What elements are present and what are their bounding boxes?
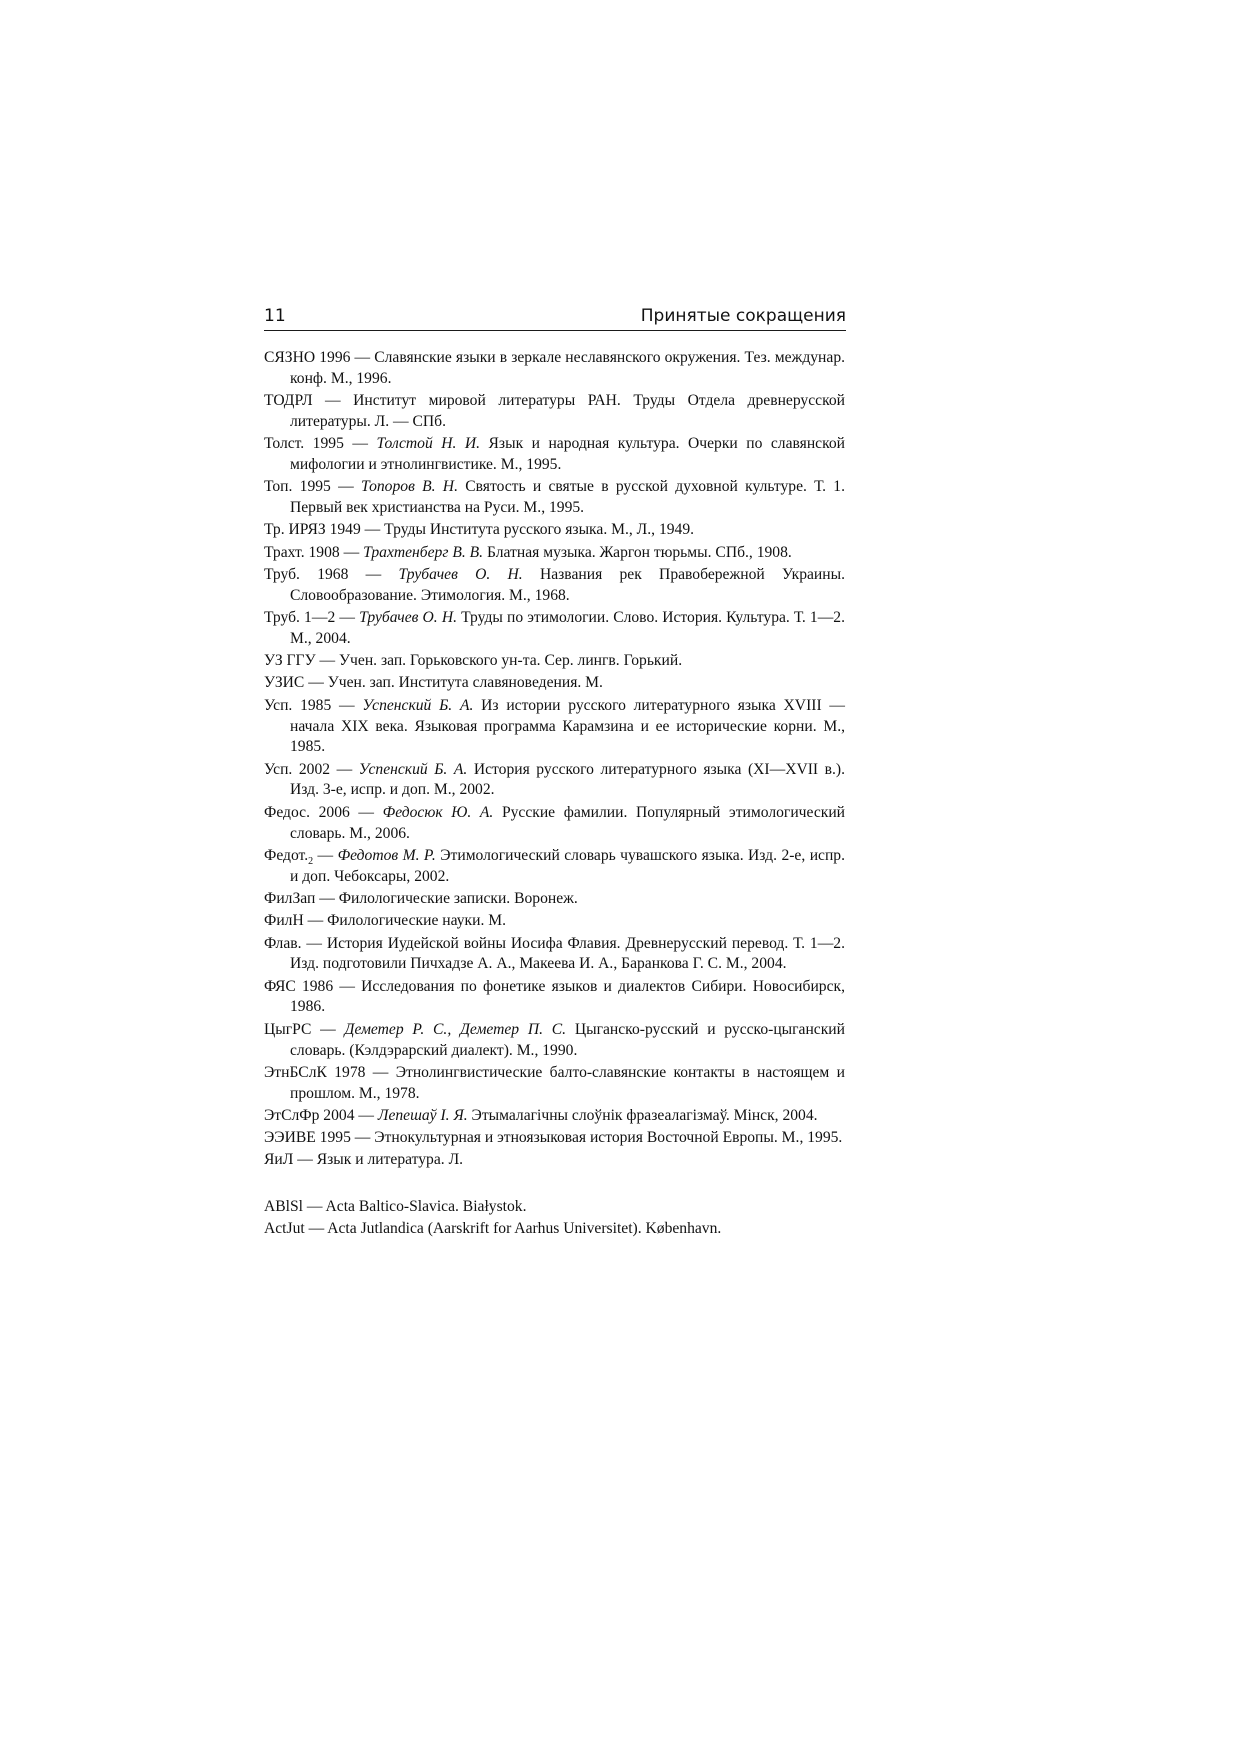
entry-description: Этнолингвистические балто-славянские контакты в настоящем и прошлом. М., 1978. xyxy=(290,1063,845,1102)
entry-abbreviation: Топ. 1995 xyxy=(264,478,331,496)
abbreviation-entry: ФЯС 1986 — Исследования по фонетике языков и диалектов Сибири. Новосибирск, 1986. xyxy=(264,977,845,1016)
entry-description: Блатная музыка. Жаргон тюрьмы. СПб., 1908. xyxy=(487,543,792,561)
abbreviation-entry: Трахт. 1908 — Трахтенберг В. В. Блатная музыка. Жаргон тюрьмы. СПб., 1908. xyxy=(264,543,792,561)
page-number: 11 xyxy=(264,306,286,326)
entry-description: Названия рек Правобережной Украины. Словообразование. Этимология. М., 1968. xyxy=(290,565,846,604)
abbreviation-entry: Тр. ИРЯЗ 1949 — Труды Института русского языка. М., Л., 1949. xyxy=(264,521,695,539)
entry-abbreviation: Усп. 1985 xyxy=(264,696,332,714)
entry-abbreviation: ActJut xyxy=(264,1220,305,1238)
entry-description: Этимологический словарь чувашского языка. Изд. 2-е, испр. и доп. Чебоксары, 2002. xyxy=(290,846,845,885)
entry-author: Успенский Б. А. xyxy=(358,760,468,778)
abbreviation-entry: ЦыгРС — Деметер Р. С., Деметер П. С. Цыганско-русский и русско-цыганский словарь. (Кэлдэрарский диалект). М., 1990. xyxy=(264,1020,845,1059)
entry-abbreviation: Толст. 1995 xyxy=(264,435,344,453)
entry-description: Исследования по фонетике языков и диалектов Сибири. Новосибирск, 1986. xyxy=(290,977,845,1016)
entry-abbreviation: ТОДРЛ xyxy=(264,392,313,410)
entry-description: История Иудейской войны Иосифа Флавия. Древнерусский перевод. Т. 1—2. Изд. подготовили Пичхадзе А. А., Макеева И. А., Баранкова Г. С. М., 2004. xyxy=(290,934,846,973)
entry-abbreviation: ФЯС 1986 xyxy=(264,977,334,995)
entry-description: Институт мировой литературы РАН. Труды Отдела древнерусской литературы. Л. — СПб. xyxy=(290,392,845,430)
entry-abbreviation: ЭтнБСлК 1978 xyxy=(264,1063,366,1081)
entry-abbreviation: ЭтСлФр 2004 xyxy=(264,1106,355,1124)
abbreviation-entry: Толст. 1995 — Толстой Н. И. Язык и народная культура. Очерки по славянской мифологии и этнолингвистике. М., 1995. xyxy=(264,435,846,473)
entry-author: Федотов М. Р. xyxy=(337,846,436,864)
entry-description: Acta Jutlandica (Aarskrift for Aarhus Universitet). København. xyxy=(327,1220,722,1238)
entry-description: Acta Baltico-Slavica. Białystok. xyxy=(325,1197,527,1215)
entry-author: Федосюк Ю. А. xyxy=(382,803,494,821)
entry-description: Из истории русского литературного языка XVIII — начала XIX века. Языковая программа Карамзина и ее исторические корни. М., 1985. xyxy=(290,696,845,756)
entry-abbreviation: Труб. 1—2 xyxy=(264,609,336,627)
abbreviation-entry: УЗИС — Учен. зап. Института славяноведения. М. xyxy=(264,674,603,692)
entry-description: Учен. зап. Института славяноведения. М. xyxy=(327,674,603,692)
abbreviation-entry: ЭЭИВЕ 1995 — Этнокультурная и этноязыковая история Восточной Европы. М., 1995. xyxy=(264,1129,843,1147)
abbreviation-entry: Труб. 1—2 — Трубачев О. Н. Труды по этимологии. Слово. История. Культура. Т. 1—2. М., 2004. xyxy=(264,609,845,647)
entry-abbreviation: ЦыгРС xyxy=(264,1020,312,1038)
abbreviation-entry: Труб. 1968 — Трубачев О. Н. Названия рек Правобережной Украины. Словообразование. Этимология. М., 1968. xyxy=(264,565,846,604)
abbreviation-entry: $Федот._2$ — Федотов М. Р. Этимологический словарь чувашского языка. Изд. 2-е, испр. и доп. Чебоксары, 2002. xyxy=(264,846,845,885)
abbreviation-entry: ТОДРЛ — Институт мировой литературы РАН. Труды Отдела древнерусской литературы. Л. — СПб. xyxy=(264,392,845,430)
abbreviation-entry: СЯЗНО 1996 — Славянские языки в зеркале неславянского окружения. Тез. междунар. конф. М., 1996. xyxy=(264,349,846,387)
entry-abbreviation: СЯЗНО 1996 xyxy=(264,349,351,366)
abbreviation-entry: УЗ ГГУ — Учен. зап. Горьковского ун-та. Сер. лингв. Горький. xyxy=(264,652,683,670)
entry-author: Трубачев О. Н. xyxy=(359,609,457,627)
entry-abbreviation: УЗИС xyxy=(264,674,305,692)
entry-abbreviation: ЭЭИВЕ 1995 xyxy=(264,1129,351,1147)
entry-author: Топоров В. Н. xyxy=(360,478,458,496)
entry-description: Этнокультурная и этноязыковая история Восточной Европы. М., 1995. xyxy=(374,1129,843,1147)
abbreviation-entry: Усп. 1985 — Успенский Б. А. Из истории русского литературного языка XVIII — начала XIX века. Языковая программа Карамзина и ее исторические корни. М., 1985. xyxy=(264,696,845,756)
entry-abbreviation: Тр. ИРЯЗ 1949 xyxy=(264,521,361,539)
abbreviation-entry: Топ. 1995 — Топоров В. Н. Святость и святые в русской духовной культуре. Т. 1. Первый век христианства на Руси. М., 1995. xyxy=(264,478,845,517)
entry-description: Язык и литература. Л. xyxy=(316,1151,464,1169)
abbreviation-entry: ФилН — Филологические науки. М. xyxy=(264,912,507,930)
entry-abbreviation: ФилН xyxy=(264,912,304,930)
entry-abbreviation: ЯиЛ xyxy=(264,1151,294,1169)
entry-abbreviation: УЗ ГГУ xyxy=(264,652,316,670)
entry-abbreviation: Труб. 1968 xyxy=(264,565,349,583)
entry-description: Цыганско-русский и русско-цыганский словарь. (Кэлдэрарский диалект). М., 1990. xyxy=(290,1020,845,1059)
entry-author: Толстой Н. И. xyxy=(376,435,481,453)
entry-abbreviation: ABlSl xyxy=(264,1197,303,1215)
abbreviation-entry: Федос. 2006 — Федосюк Ю. А. Русские фамилии. Популярный этимологический словарь. М., 2006. xyxy=(264,803,846,842)
entry-description: Этымалагічны слоўнік фразеалагізмаў. Мінск, 2004. xyxy=(471,1106,818,1124)
entry-abbreviation: Федот. xyxy=(264,846,309,864)
entry-description: История русского литературного языка (XI—XVII в.). Изд. 3-е, испр. и доп. М., 2002. xyxy=(290,760,845,799)
entry-abbreviation: ФилЗап xyxy=(264,889,316,907)
entry-description: Язык и народная культура. Очерки по славянской мифологии и этнолингвистике. М., 1995. xyxy=(290,435,846,473)
section-gap xyxy=(264,1173,845,1197)
abbreviation-list xyxy=(264,348,845,1241)
abbreviation-entry: Флав. — История Иудейской войны Иосифа Флавия. Древнерусский перевод. Т. 1—2. Изд. подготовили Пичхадзе А. А., Макеева И. А., Баранкова Г. С. М., 2004. xyxy=(264,934,846,973)
entry-abbreviation: Трахт. 1908 xyxy=(264,543,340,561)
entry-author: Трубачев О. Н. xyxy=(398,565,523,583)
entry-description: Славянские языки в зеркале неславянского окружения. Тез. междунар. конф. М., 1996. xyxy=(290,349,846,387)
section-title: Принятые сокращения xyxy=(640,306,846,326)
entry-description: Русские фамилии. Популярный этимологический словарь. М., 2006. xyxy=(290,803,846,842)
entry-abbreviation: Усп. 2002 xyxy=(264,760,331,778)
entry-description: Труды по этимологии. Слово. История. Культура. Т. 1—2. М., 2004. xyxy=(290,609,845,647)
abbreviation-entry: ЭтСлФр 2004 — Лепешаў І. Я. Этымалагічны слоўнік фразеалагізмаў. Мінск, 2004. xyxy=(264,1106,818,1124)
entry-author: Деметер Р. С., Деметер П. С. xyxy=(344,1020,567,1038)
entry-subscript: 2 xyxy=(308,855,314,867)
abbreviation-entry: Усп. 2002 — Успенский Б. А. История русского литературного языка (XI—XVII в.). Изд. 3-е, испр. и доп. М., 2002. xyxy=(264,760,845,799)
cyrillic-entries xyxy=(264,348,845,1171)
abbreviation-entry: ЭтнБСлК 1978 — Этнолингвистические балто-славянские контакты в настоящем и прошлом. М., 1978. xyxy=(264,1063,845,1102)
entry-abbreviation: Флав. xyxy=(264,934,302,952)
entry-author: Успенский Б. А. xyxy=(362,696,474,714)
abbreviation-entry: ФилЗап — Филологические записки. Воронеж. xyxy=(264,889,578,907)
abbreviation-entry: ЯиЛ — Язык и литература. Л. xyxy=(264,1151,464,1169)
entry-description: Филологические записки. Воронеж. xyxy=(338,889,578,907)
entry-author: Лепешаў І. Я. xyxy=(377,1106,468,1124)
entry-description: Филологические науки. М. xyxy=(327,912,507,930)
abbreviation-entry: ActJut — Acta Jutlandica (Aarskrift for Aarhus Universitet). København. xyxy=(264,1220,722,1238)
entry-author: Трахтенберг В. В. xyxy=(363,543,484,561)
latin-entries xyxy=(264,1197,845,1240)
entry-description: Труды Института русского языка. М., Л., 1949. xyxy=(384,521,695,539)
running-header xyxy=(264,306,846,331)
entry-description: Учен. зап. Горьковского ун-та. Сер. лингв. Горький. xyxy=(339,652,683,670)
abbreviation-entry: ABlSl — Acta Baltico-Slavica. Białystok. xyxy=(264,1197,527,1215)
entry-abbreviation: Федос. 2006 xyxy=(264,803,350,821)
entry-description: Святость и святые в русской духовной культуре. Т. 1. Первый век христианства на Руси. М., 1995. xyxy=(290,478,845,517)
